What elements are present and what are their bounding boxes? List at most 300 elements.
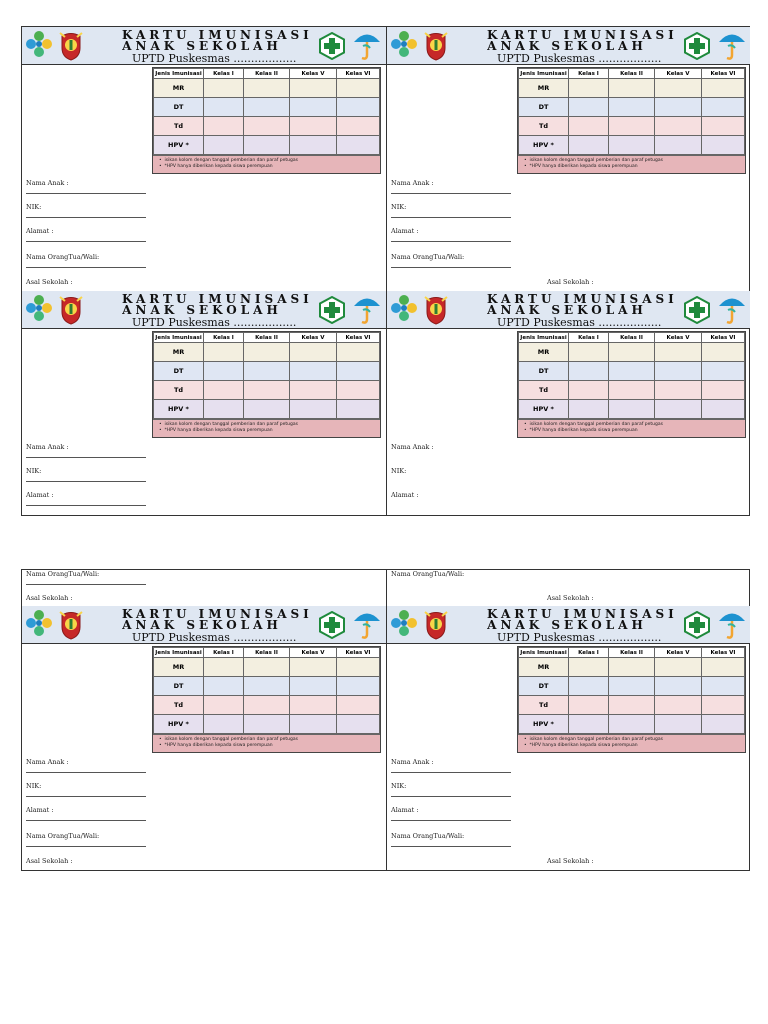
table-notes (518, 734, 745, 752)
table-row-dt (154, 677, 380, 696)
umbrella-logo-icon (352, 608, 382, 642)
entry-cell (655, 343, 702, 362)
table-row-hpv (154, 400, 380, 419)
table-header-cell: Kelas I (204, 333, 244, 343)
card-header (22, 27, 386, 65)
fill-in-line (26, 505, 146, 506)
card-header (22, 606, 386, 644)
table-header-cell: Kelas I (204, 69, 244, 79)
entry-cell (204, 362, 244, 381)
entry-cell (655, 677, 702, 696)
entry-cell (290, 715, 337, 734)
field-nama-ortu: Nama OrangTua/Wali: (26, 253, 100, 261)
row-label: MR (519, 343, 569, 362)
note-item: • *HPV hanya diberikan kepada siswa perempuan (159, 428, 273, 433)
table-header-row (519, 69, 745, 79)
field-asal-sekolah: Asal Sekolah : (547, 857, 594, 865)
row-label: DT (519, 362, 569, 381)
note-item: • *HPV hanya diberikan kepada siswa perempuan (159, 164, 273, 169)
card-title-line1: KARTU IMUNISASI (122, 292, 313, 306)
table-row-dt (154, 98, 380, 117)
note-item: • *HPV hanya diberikan kepada siswa perempuan (524, 428, 638, 433)
regional-emblem-icon (423, 293, 449, 325)
row-label: MR (519, 658, 569, 677)
card-subtitle: UPTD Puskesmas .................. (497, 316, 662, 329)
row-label: DT (519, 677, 569, 696)
immunization-card (386, 291, 750, 516)
regional-emblem-icon (423, 29, 449, 61)
note-item: • *HPV hanya diberikan kepada siswa perempuan (159, 743, 273, 748)
umbrella-logo-icon (717, 29, 747, 63)
entry-cell (204, 79, 244, 98)
card-title-line2: ANAK SEKOLAH (122, 618, 282, 632)
kemenkes-logo-icon (25, 30, 53, 58)
entry-cell (337, 79, 380, 98)
entry-cell (569, 400, 609, 419)
immunization-table (152, 67, 381, 174)
field-nik: NIK: (26, 782, 42, 790)
entry-cell (244, 362, 290, 381)
table-row-mr (154, 658, 380, 677)
health-cross-icon (318, 611, 346, 639)
sheet-page-1 (21, 26, 750, 516)
field-nama-anak: Nama Anak : (26, 443, 69, 451)
entry-cell (609, 362, 655, 381)
field-nama-anak: Nama Anak : (391, 179, 434, 187)
entry-cell (655, 98, 702, 117)
table-row-hpv (519, 400, 745, 419)
health-cross-icon (683, 611, 711, 639)
entry-cell (569, 677, 609, 696)
health-cross-icon (683, 32, 711, 60)
entry-cell (569, 658, 609, 677)
fill-in-line (26, 820, 146, 821)
row-label: MR (154, 343, 204, 362)
entry-cell (244, 136, 290, 155)
field-nama-ortu: Nama OrangTua/Wali: (391, 253, 465, 261)
entry-cell (337, 677, 380, 696)
entry-cell (244, 658, 290, 677)
card-title-line1: KARTU IMUNISASI (487, 607, 678, 621)
table-header-cell: Jenis Imunisasi (520, 334, 567, 341)
card-subtitle: UPTD Puskesmas .................. (132, 316, 297, 329)
kemenkes-logo-icon (390, 609, 418, 637)
row-label: Td (519, 381, 569, 400)
immunization-card (22, 291, 386, 516)
entry-cell (244, 79, 290, 98)
row-label: HPV * (154, 400, 204, 419)
kemenkes-logo-icon (25, 294, 53, 322)
table-notes (153, 155, 380, 173)
entry-cell (655, 79, 702, 98)
entry-cell (290, 117, 337, 136)
row-label: MR (519, 79, 569, 98)
entry-cell (244, 696, 290, 715)
table-header-cell: Kelas VI (702, 648, 745, 658)
umbrella-logo-icon (717, 608, 747, 642)
entry-cell (702, 658, 745, 677)
entry-cell (702, 715, 745, 734)
entry-cell (702, 79, 745, 98)
entry-cell (609, 677, 655, 696)
fill-in-line (26, 772, 146, 773)
card-subtitle: UPTD Puskesmas .................. (497, 52, 662, 65)
row-label: MR (154, 79, 204, 98)
umbrella-logo-icon (352, 293, 382, 327)
fill-in-line (26, 796, 146, 797)
card-header (387, 291, 750, 329)
table-header-cell: Kelas V (290, 648, 337, 658)
entry-cell (609, 381, 655, 400)
field-nik: NIK: (391, 467, 407, 475)
table-header-cell: Kelas II (609, 648, 655, 658)
entry-cell (569, 79, 609, 98)
entry-cell (337, 362, 380, 381)
card-title-line2: ANAK SEKOLAH (487, 303, 647, 317)
card-title-line1: KARTU IMUNISASI (487, 28, 678, 42)
entry-cell (702, 381, 745, 400)
card-continuation (22, 570, 386, 606)
field-alamat: Alamat : (26, 227, 54, 235)
table-row-td (519, 381, 745, 400)
umbrella-logo-icon (717, 293, 747, 327)
card-subtitle: UPTD Puskesmas .................. (132, 631, 297, 644)
card-header (22, 291, 386, 329)
entry-cell (204, 658, 244, 677)
immunization-table (517, 67, 746, 174)
field-nama-anak: Nama Anak : (26, 758, 69, 766)
entry-cell (244, 343, 290, 362)
table-header-row (154, 333, 380, 343)
fill-in-line (391, 846, 511, 847)
field-asal-sekolah: Asal Sekolah : (26, 594, 73, 602)
field-nama-anak: Nama Anak : (26, 179, 69, 187)
entry-cell (569, 715, 609, 734)
field-nama-anak: Nama Anak : (391, 758, 434, 766)
entry-cell (569, 362, 609, 381)
regional-emblem-icon (423, 608, 449, 640)
note-item: • *HPV hanya diberikan kepada siswa perempuan (524, 743, 638, 748)
table-notes (518, 155, 745, 173)
entry-cell (569, 696, 609, 715)
table-header-cell: Jenis Imunisasi (155, 70, 202, 77)
sheet-page-2 (21, 569, 750, 871)
table-header-row (154, 648, 380, 658)
entry-cell (244, 715, 290, 734)
field-alamat: Alamat : (391, 806, 419, 814)
entry-cell (290, 381, 337, 400)
table-row-mr (154, 79, 380, 98)
table-notes (153, 734, 380, 752)
row-label: DT (154, 98, 204, 117)
entry-cell (569, 117, 609, 136)
card-title-line2: ANAK SEKOLAH (122, 303, 282, 317)
entry-cell (290, 696, 337, 715)
table-row-td (519, 696, 745, 715)
entry-cell (244, 98, 290, 117)
entry-cell (204, 677, 244, 696)
entry-cell (204, 136, 244, 155)
immunization-card (22, 606, 386, 871)
field-alamat: Alamat : (391, 227, 419, 235)
immunization-table (152, 646, 381, 753)
entry-cell (290, 677, 337, 696)
immunization-card (386, 27, 750, 291)
entry-cell (204, 98, 244, 117)
entry-cell (655, 381, 702, 400)
row-label: HPV * (519, 715, 569, 734)
entry-cell (655, 136, 702, 155)
table-header-cell: Kelas VI (337, 69, 380, 79)
fill-in-line (391, 241, 511, 242)
entry-cell (290, 362, 337, 381)
table-header-cell: Kelas V (655, 69, 702, 79)
entry-cell (609, 79, 655, 98)
row-label: DT (154, 677, 204, 696)
card-title-line1: KARTU IMUNISASI (122, 28, 313, 42)
table-header-row (519, 648, 745, 658)
table-header-cell: Kelas I (204, 648, 244, 658)
field-nama-ortu: Nama OrangTua/Wali: (391, 832, 465, 840)
table-header-cell: Kelas VI (702, 333, 745, 343)
entry-cell (244, 117, 290, 136)
field-asal-sekolah: Asal Sekolah : (547, 278, 594, 286)
row-label: Td (154, 381, 204, 400)
table-header-cell: Kelas II (244, 69, 290, 79)
field-nama-ortu: Nama OrangTua/Wali: (26, 832, 100, 840)
table-header-cell: Kelas II (609, 333, 655, 343)
health-cross-icon (683, 296, 711, 324)
table-header-cell: Kelas VI (337, 333, 380, 343)
fill-in-line (391, 796, 511, 797)
card-header (387, 27, 750, 65)
immunization-card (22, 27, 386, 291)
row-label: Td (154, 117, 204, 136)
table-header-cell: Jenis Imunisasi (520, 649, 567, 656)
note-item: • *HPV hanya diberikan kepada siswa perempuan (524, 164, 638, 169)
entry-cell (204, 381, 244, 400)
entry-cell (290, 343, 337, 362)
entry-cell (290, 98, 337, 117)
row-label: Td (154, 696, 204, 715)
table-notes (518, 419, 745, 437)
entry-cell (569, 98, 609, 117)
card-continuation (386, 570, 750, 606)
fill-in-line (391, 217, 511, 218)
table-row-dt (519, 362, 745, 381)
kemenkes-logo-icon (390, 30, 418, 58)
entry-cell (702, 343, 745, 362)
table-header-cell: Kelas I (569, 333, 609, 343)
row-label: DT (154, 362, 204, 381)
entry-cell (290, 658, 337, 677)
entry-cell (655, 362, 702, 381)
table-notes (153, 419, 380, 437)
card-title-line1: KARTU IMUNISASI (122, 607, 313, 621)
immunization-card (386, 606, 750, 871)
entry-cell (290, 136, 337, 155)
entry-cell (702, 136, 745, 155)
entry-cell (337, 98, 380, 117)
entry-cell (569, 343, 609, 362)
table-row-dt (519, 677, 745, 696)
entry-cell (337, 136, 380, 155)
table-header-cell: Kelas I (569, 69, 609, 79)
table-header-cell: Kelas V (290, 69, 337, 79)
entry-cell (244, 677, 290, 696)
row-label: MR (154, 658, 204, 677)
row-label: DT (519, 98, 569, 117)
entry-cell (244, 381, 290, 400)
table-header-cell: Kelas I (569, 648, 609, 658)
fill-in-line (26, 193, 146, 194)
kemenkes-logo-icon (25, 609, 53, 637)
field-asal-sekolah: Asal Sekolah : (547, 594, 594, 602)
card-title-line2: ANAK SEKOLAH (122, 39, 282, 53)
row-label: HPV * (154, 715, 204, 734)
fill-in-line (26, 241, 146, 242)
entry-cell (204, 117, 244, 136)
entry-cell (337, 343, 380, 362)
entry-cell (655, 696, 702, 715)
table-row-hpv (519, 136, 745, 155)
table-row-td (154, 117, 380, 136)
entry-cell (204, 715, 244, 734)
immunization-table (517, 331, 746, 438)
regional-emblem-icon (58, 293, 84, 325)
field-asal-sekolah: Asal Sekolah : (26, 857, 73, 865)
table-header-cell: Kelas V (655, 648, 702, 658)
immunization-table (517, 646, 746, 753)
regional-emblem-icon (58, 29, 84, 61)
table-header-row (519, 333, 745, 343)
entry-cell (609, 715, 655, 734)
kemenkes-logo-icon (390, 294, 418, 322)
fill-in-line (26, 481, 146, 482)
entry-cell (290, 400, 337, 419)
entry-cell (702, 400, 745, 419)
entry-cell (609, 136, 655, 155)
entry-cell (337, 400, 380, 419)
field-alamat: Alamat : (26, 806, 54, 814)
entry-cell (290, 79, 337, 98)
entry-cell (337, 117, 380, 136)
fill-in-line (26, 267, 146, 268)
table-row-td (154, 696, 380, 715)
fill-in-line (26, 457, 146, 458)
entry-cell (337, 696, 380, 715)
entry-cell (655, 715, 702, 734)
field-nik: NIK: (26, 203, 42, 211)
table-row-hpv (154, 136, 380, 155)
table-row-mr (519, 343, 745, 362)
entry-cell (569, 136, 609, 155)
row-label: HPV * (519, 136, 569, 155)
fill-in-line (26, 584, 146, 585)
card-title-line2: ANAK SEKOLAH (487, 618, 647, 632)
table-row-td (519, 117, 745, 136)
table-header-cell: Kelas II (244, 648, 290, 658)
entry-cell (609, 696, 655, 715)
table-header-cell: Jenis Imunisasi (520, 70, 567, 77)
fill-in-line (391, 820, 511, 821)
row-label: Td (519, 696, 569, 715)
entry-cell (655, 117, 702, 136)
field-nik: NIK: (391, 203, 407, 211)
note-item: • isikan kolom dengan tanggal pemberian dan paraf petugas (524, 737, 663, 742)
table-header-cell: Kelas V (290, 333, 337, 343)
fill-in-line (391, 267, 511, 268)
table-row-dt (154, 362, 380, 381)
table-row-td (154, 381, 380, 400)
table-row-mr (154, 343, 380, 362)
field-asal-sekolah: Asal Sekolah : (26, 278, 73, 286)
regional-emblem-icon (58, 608, 84, 640)
entry-cell (702, 677, 745, 696)
card-header (387, 606, 750, 644)
field-nama-ortu: Nama OrangTua/Wali: (391, 570, 465, 578)
note-item: • isikan kolom dengan tanggal pemberian dan paraf petugas (524, 422, 663, 427)
entry-cell (337, 381, 380, 400)
entry-cell (569, 381, 609, 400)
table-row-mr (519, 79, 745, 98)
card-title-line2: ANAK SEKOLAH (487, 39, 647, 53)
entry-cell (702, 696, 745, 715)
field-alamat: Alamat : (391, 491, 419, 499)
health-cross-icon (318, 32, 346, 60)
fill-in-line (26, 217, 146, 218)
entry-cell (655, 658, 702, 677)
fill-in-line (391, 193, 511, 194)
entry-cell (244, 400, 290, 419)
field-nik: NIK: (26, 467, 42, 475)
table-header-cell: Kelas II (244, 333, 290, 343)
entry-cell (609, 658, 655, 677)
table-header-cell: Kelas V (655, 333, 702, 343)
entry-cell (609, 343, 655, 362)
health-cross-icon (318, 296, 346, 324)
table-header-cell: Kelas VI (337, 648, 380, 658)
card-subtitle: UPTD Puskesmas .................. (132, 52, 297, 65)
table-header-cell: Kelas II (609, 69, 655, 79)
immunization-table (152, 331, 381, 438)
umbrella-logo-icon (352, 29, 382, 63)
entry-cell (204, 400, 244, 419)
card-subtitle: UPTD Puskesmas .................. (497, 631, 662, 644)
fill-in-line (26, 846, 146, 847)
note-item: • isikan kolom dengan tanggal pemberian dan paraf petugas (159, 158, 298, 163)
table-row-hpv (154, 715, 380, 734)
table-header-cell: Jenis Imunisasi (155, 649, 202, 656)
table-header-cell: Kelas VI (702, 69, 745, 79)
entry-cell (702, 98, 745, 117)
entry-cell (204, 343, 244, 362)
entry-cell (609, 117, 655, 136)
field-nama-ortu: Nama OrangTua/Wali: (26, 570, 100, 578)
fill-in-line (391, 772, 511, 773)
field-nik: NIK: (391, 782, 407, 790)
table-header-row (154, 69, 380, 79)
card-title-line1: KARTU IMUNISASI (487, 292, 678, 306)
entry-cell (655, 400, 702, 419)
entry-cell (337, 658, 380, 677)
field-alamat: Alamat : (26, 491, 54, 499)
row-label: HPV * (519, 400, 569, 419)
entry-cell (702, 362, 745, 381)
row-label: HPV * (154, 136, 204, 155)
table-row-hpv (519, 715, 745, 734)
row-label: Td (519, 117, 569, 136)
